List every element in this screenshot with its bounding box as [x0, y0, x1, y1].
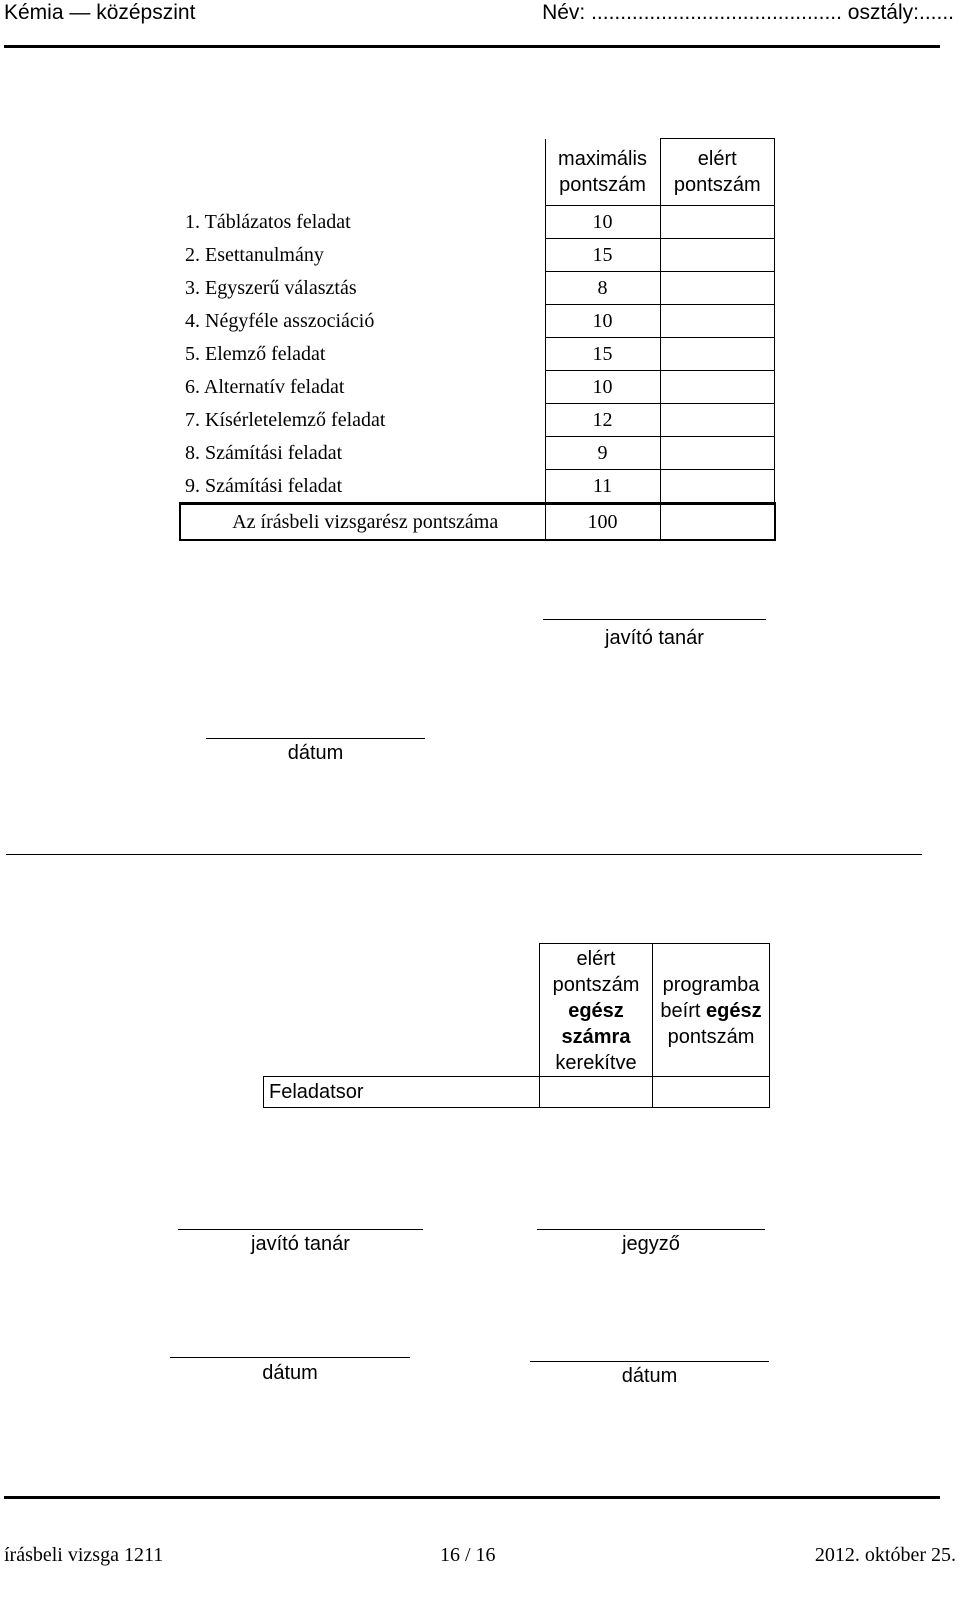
task-label: 8. Számítási feladat	[185, 442, 343, 464]
task-score-cell[interactable]	[660, 470, 775, 504]
column-header-got-line1: elért	[697, 148, 737, 170]
task-score-cell[interactable]	[660, 404, 775, 437]
column-header-max-line2: pontszám	[559, 173, 646, 196]
task-label: 7. Kísérletelemző feladat	[185, 409, 386, 431]
final-table-header-blank	[264, 944, 540, 1077]
task-label: 2. Esettanulmány	[185, 244, 324, 266]
task-label: 6. Alternatív feladat	[185, 376, 345, 398]
section-divider	[6, 854, 922, 855]
entered-line2-bold: egész	[705, 1000, 762, 1022]
task-score-cell[interactable]	[660, 338, 775, 371]
task-label: 9. Számítási feladat	[185, 474, 343, 497]
task-label: 1. Táblázatos feladat	[185, 211, 351, 233]
final-score-table	[263, 943, 770, 1108]
column-header-entered	[653, 944, 770, 1077]
task-max-points: 10	[545, 371, 660, 404]
rounded-line1: elért	[576, 948, 616, 970]
column-header-got-line2: pontszám	[673, 174, 761, 196]
entered-score-cell[interactable]	[653, 1077, 770, 1108]
task-score-cell[interactable]	[660, 272, 775, 305]
column-header-got	[660, 139, 775, 206]
entered-line1: programba	[662, 974, 760, 996]
task-max-points: 10	[545, 206, 660, 239]
notary-signature-label: jegyző	[622, 1233, 680, 1255]
footer-exam-code: írásbeli vizsga 1211	[4, 1544, 164, 1566]
column-header-max	[545, 139, 660, 206]
footer-date: 2012. október 25.	[814, 1544, 956, 1566]
task-max-points: 8	[545, 272, 660, 305]
table-row	[180, 371, 775, 404]
total-label: Az írásbeli vizsgarész pontszáma	[180, 504, 545, 541]
score-table-header-blank	[180, 139, 545, 206]
entered-line2: beírt	[660, 1000, 706, 1022]
date-signature-line[interactable]	[206, 738, 425, 739]
date-signature-line[interactable]	[170, 1357, 410, 1358]
task-max-points: 10	[545, 305, 660, 338]
task-label: 5. Elemző feladat	[185, 343, 326, 365]
score-table	[179, 138, 776, 541]
task-score-cell[interactable]	[660, 206, 775, 239]
date-signature-label: dátum	[287, 742, 344, 764]
date-signature-line[interactable]	[530, 1361, 769, 1362]
column-header-max-line1: maximális	[558, 147, 647, 170]
total-row	[180, 504, 775, 541]
table-row	[180, 470, 775, 504]
table-row	[264, 1077, 770, 1108]
header-subject: Kémia — középszint	[4, 1, 196, 24]
task-label: 4. Négyféle asszociáció	[185, 310, 375, 332]
notary-signature-line[interactable]	[537, 1229, 765, 1230]
task-max-points: 11	[545, 470, 660, 504]
task-score-cell[interactable]	[660, 305, 775, 338]
task-max-points: 12	[545, 404, 660, 437]
final-table-header-row	[264, 944, 770, 1077]
task-label: 3. Egyszerű választás	[185, 277, 357, 299]
task-score-cell[interactable]	[660, 239, 775, 272]
column-header-rounded	[540, 944, 653, 1077]
table-row	[180, 272, 775, 305]
task-max-points: 15	[545, 239, 660, 272]
teacher-signature-label: javító tanár	[251, 1233, 350, 1255]
rounded-line4: számra	[561, 1026, 631, 1048]
total-score-cell[interactable]	[660, 504, 775, 541]
table-row	[180, 404, 775, 437]
header-rule	[4, 45, 940, 48]
task-max-points: 15	[545, 338, 660, 371]
table-row	[180, 206, 775, 239]
task-score-cell[interactable]	[660, 371, 775, 404]
rounded-line3: egész	[568, 1000, 624, 1022]
rounded-score-cell[interactable]	[540, 1077, 653, 1108]
date-signature-label: dátum	[621, 1365, 678, 1387]
header-name-field: Név: ........................................... osztály:......	[542, 1, 954, 24]
rounded-line2: pontszám	[552, 974, 640, 996]
entered-line3: pontszám	[667, 1026, 755, 1048]
teacher-signature-line[interactable]	[543, 619, 766, 620]
feladatsor-label: Feladatsor	[264, 1077, 540, 1108]
teacher-signature-line[interactable]	[178, 1229, 423, 1230]
footer-page-number: 16 / 16	[440, 1544, 496, 1566]
footer-rule	[4, 1496, 940, 1499]
table-row	[180, 239, 775, 272]
table-row	[180, 437, 775, 470]
task-score-cell[interactable]	[660, 437, 775, 470]
score-table-header-row	[180, 139, 775, 206]
table-row	[180, 305, 775, 338]
rounded-line5: kerekítve	[555, 1052, 637, 1074]
table-row	[180, 338, 775, 371]
task-max-points: 9	[545, 437, 660, 470]
date-signature-label: dátum	[262, 1362, 318, 1384]
total-max-points: 100	[545, 504, 660, 541]
teacher-signature-label: javító tanár	[605, 627, 704, 649]
